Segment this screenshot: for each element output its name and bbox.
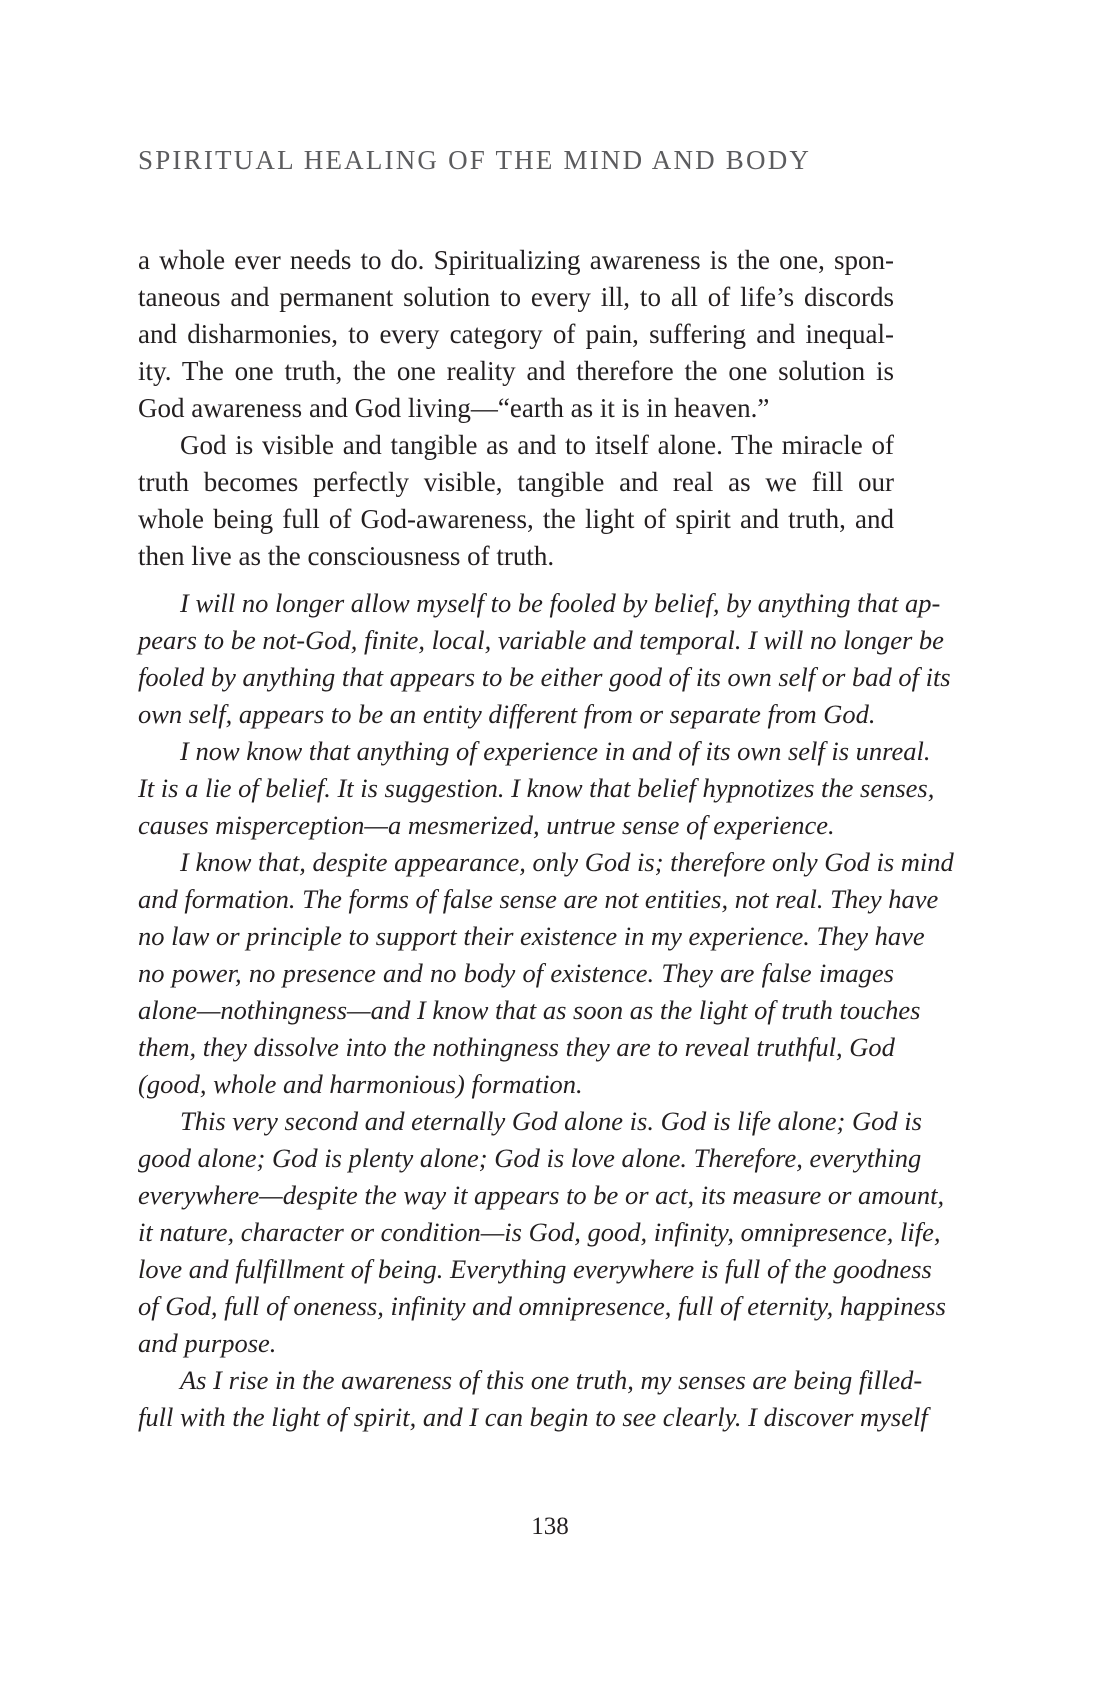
text-line: ity. The one truth, the one reality and therefore the one solution is	[138, 356, 894, 386]
text-line: This very second and eternally God alone is. God is life alone; God is	[180, 1106, 922, 1136]
text-line: and purpose.	[138, 1328, 277, 1358]
text-line: As I rise in the awareness of this one truth, my senses are being filled-	[180, 1365, 923, 1395]
text-line: full with the light of spirit, and I can begin to see clearly. I discover myself	[138, 1402, 928, 1432]
text-line: no power, no presence and no body of existence. They are false images	[138, 958, 894, 988]
page-number: 138	[531, 1513, 569, 1540]
text-line: and disharmonies, to every category of pain, suffering and inequal-	[138, 319, 894, 349]
text-line: then live as the consciousness of truth.	[138, 541, 555, 571]
text-line: causes misperception—a mesmerized, untrue sense of experience.	[138, 810, 835, 840]
text-line: (good, whole and harmonious) formation.	[138, 1069, 583, 1099]
text-line: it nature, character or condition—is God, good, infinity, omnipresence, life,	[138, 1217, 941, 1247]
body-text-italic	[138, 585, 954, 1436]
text-line: fooled by anything that appears to be either good of its own self or bad of its	[138, 662, 951, 692]
text-line: own self, appears to be an entity different from or separate from God.	[138, 699, 876, 729]
text-line: I now know that anything of experience in and of its own self is unreal.	[180, 736, 931, 766]
running-head: SPIRITUAL HEALING OF THE MIND AND BODY	[138, 145, 812, 175]
text-line: pears to be not-God, finite, local, variable and temporal. I will no longer be	[138, 625, 944, 655]
text-line: no law or principle to support their existence in my experience. They have	[138, 921, 925, 951]
text-line: everywhere—despite the way it appears to be or act, its measure or amount,	[138, 1180, 945, 1210]
text-line: them, they dissolve into the nothingness they are to reveal truthful, God	[138, 1032, 895, 1062]
text-line: and formation. The forms of false sense are not entities, not real. They have	[138, 884, 939, 914]
text-line: God is visible and tangible as and to itself alone. The miracle of	[180, 430, 894, 460]
text-line: love and fulfillment of being. Everything everywhere is full of the goodness	[138, 1254, 932, 1284]
text-line: I will no longer allow myself to be fooled by belief, by anything that ap-	[180, 588, 941, 618]
text-line: whole being full of God-awareness, the light of spirit and truth, and	[138, 504, 894, 534]
text-line: I know that, despite appearance, only God is; therefore only God is mind	[180, 847, 954, 877]
body-text-roman	[138, 242, 894, 575]
text-line: good alone; God is plenty alone; God is love alone. Therefore, everything	[138, 1143, 922, 1173]
text-line: truth becomes perfectly visible, tangible and real as we fill our	[138, 467, 894, 497]
text-line: of God, full of oneness, infinity and omnipresence, full of eternity, happiness	[138, 1291, 946, 1321]
text-line: a whole ever needs to do. Spiritualizing awareness is the one, spon-	[138, 245, 894, 275]
text-line: taneous and permanent solution to every ill, to all of life’s discords	[138, 282, 894, 312]
text-line: alone—nothingness—and I know that as soon as the light of truth touches	[138, 995, 921, 1025]
text-line: God awareness and God living—“earth as it is in heaven.”	[138, 393, 770, 423]
text-line: It is a lie of belief. It is suggestion. I know that belief hypnotizes the senses,	[138, 773, 935, 803]
